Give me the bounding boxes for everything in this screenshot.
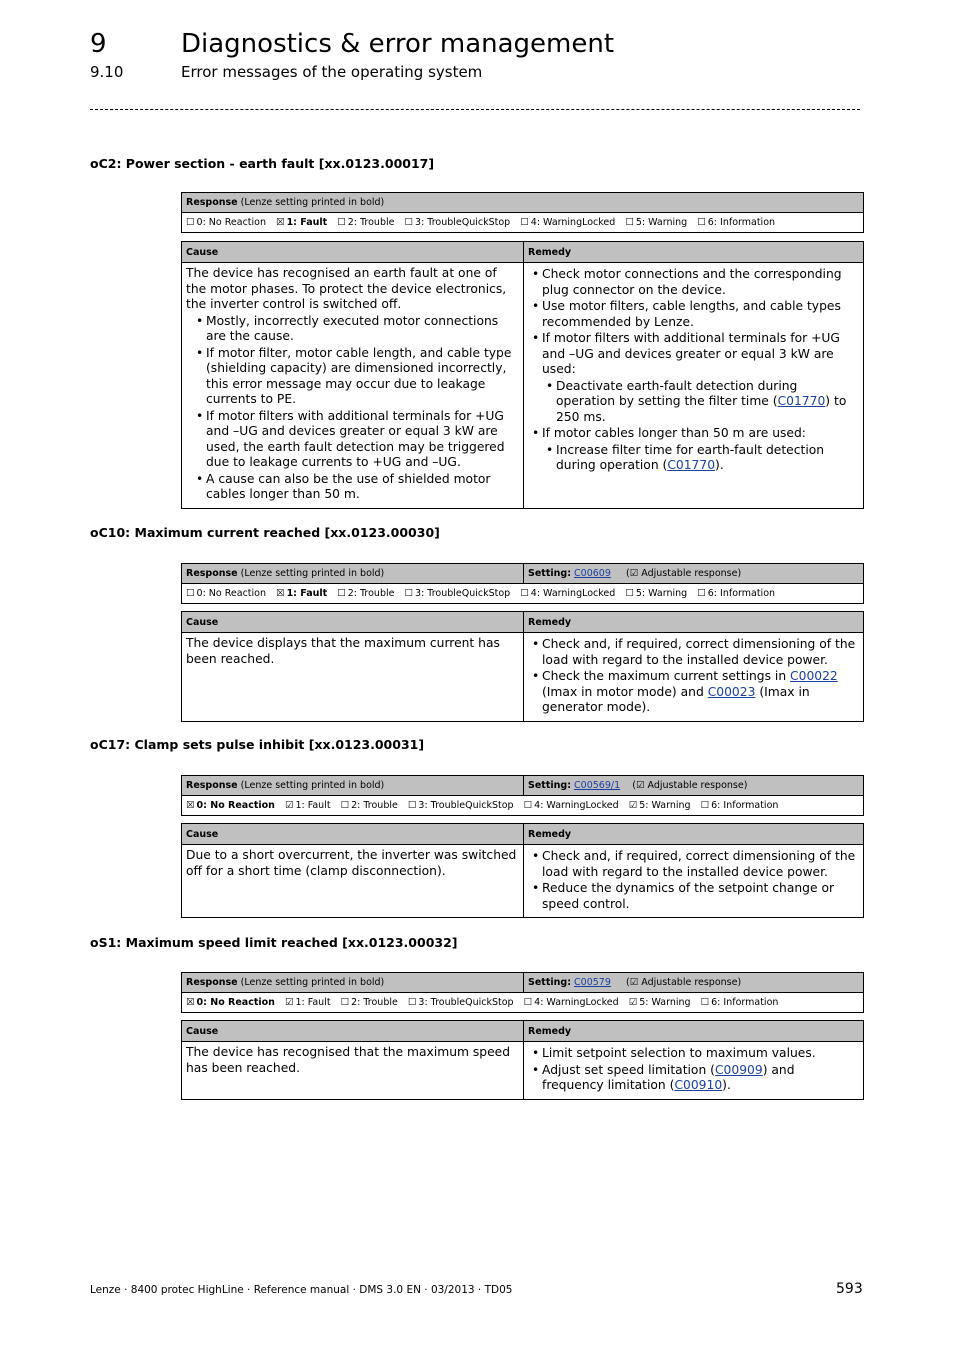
code-link-c00910[interactable]: C00910 — [674, 1078, 723, 1092]
option-4[interactable]: ☐ 4: WarningLocked — [523, 997, 619, 1008]
error-heading-os1: oS1: Maximum speed limit reached [xx.0123.00032] — [90, 935, 458, 950]
response-options — [182, 213, 864, 233]
error-heading-oc2: oC2: Power section - earth fault [xx.0123.00017] — [90, 156, 435, 171]
list-item: • Mostly, incorrectly executed motor connections are the cause. — [192, 314, 519, 345]
option-1[interactable]: ☑ 1: Fault — [284, 997, 331, 1008]
option-6[interactable]: ☐ 6: Information — [700, 800, 779, 811]
response-header: Response (Lenze setting printed in bold) — [182, 564, 524, 584]
checkbox-icon: ☐ — [404, 588, 414, 599]
checkbox-icon: ☒ — [276, 217, 285, 228]
checkbox-icon: ☐ — [520, 588, 529, 599]
checkbox-icon: ☐ — [337, 588, 346, 599]
checkbox-icon: ☐ — [186, 588, 195, 599]
list-item: • Check the maximum current settings in C00022 (Imax in motor mode) and C00023 (Imax in generator mode). — [528, 669, 859, 716]
checkbox-icon: ☑ — [629, 977, 639, 988]
remedy-header: Remedy — [524, 824, 864, 845]
section-number: 9.10 — [90, 63, 124, 81]
setting-header: Setting: C00579 (☑ Adjustable response) — [524, 973, 864, 993]
code-link-c00609[interactable]: C00609 — [574, 568, 611, 579]
cause-header: Cause — [182, 242, 524, 263]
checkbox-icon: ☐ — [700, 997, 710, 1008]
error-heading-oc10: oC10: Maximum current reached [xx.0123.00030] — [90, 525, 440, 540]
response-header: Response (Lenze setting printed in bold) — [182, 973, 524, 993]
option-5[interactable]: ☑ 5: Warning — [628, 800, 691, 811]
list-item: • Check and, if required, correct dimensioning of the load with regard to the installed device power. — [528, 637, 859, 668]
list-item: • Adjust set speed limitation (C00909) and frequency limitation (C00910). — [528, 1063, 859, 1094]
option-6[interactable]: ☐ 6: Information — [700, 997, 779, 1008]
checkbox-icon: ☐ — [404, 217, 414, 228]
option-4[interactable]: ☐ 4: WarningLocked — [523, 800, 619, 811]
list-item: • Check and, if required, correct dimensioning of the load with regard to the installed device power. — [528, 849, 859, 880]
chapter-number: 9 — [90, 29, 107, 59]
checkbox-icon: ☑ — [629, 568, 639, 579]
list-item: • Check motor connections and the corresponding plug connector on the device. — [528, 267, 859, 298]
cause-header: Cause — [182, 1021, 524, 1042]
cause-header: Cause — [182, 612, 524, 633]
code-link-c01770[interactable]: C01770 — [667, 458, 716, 472]
chapter-title: Diagnostics & error management — [181, 29, 615, 59]
cause-remedy-table-oc2 — [181, 241, 864, 509]
option-0[interactable]: ☐ 0: No Reaction — [186, 217, 266, 228]
checkbox-icon: ☐ — [340, 800, 350, 811]
option-1[interactable]: ☒ 1: Fault — [276, 217, 328, 228]
option-2[interactable]: ☐ 2: Trouble — [337, 217, 395, 228]
code-link-c00909[interactable]: C00909 — [714, 1062, 763, 1077]
list-item: • Deactivate earth-fault detection during operation by setting the filter time (C01770) to 250 ms. — [542, 379, 859, 426]
response-table-oc10 — [181, 563, 864, 604]
checkbox-icon: ☐ — [697, 588, 706, 599]
checkbox-icon: ☒ — [186, 997, 195, 1008]
option-5[interactable]: ☐ 5: Warning — [625, 217, 688, 228]
list-item: • Use motor filters, cable lengths, and cable types recommended by Lenze. — [528, 299, 859, 330]
setting-header: Setting: C00609 (☑ Adjustable response) — [524, 564, 864, 584]
list-item: • If motor cables longer than 50 m are used: • Increase filter time for earth-fault detection during operation (C01770). — [528, 426, 859, 474]
response-options — [182, 584, 864, 604]
checkbox-icon: ☑ — [635, 780, 645, 791]
option-0[interactable]: ☐ 0: No Reaction — [186, 588, 266, 599]
footer-document-info: Lenze · 8400 protec HighLine · Reference manual · DMS 3.0 EN · 03/2013 · TD05 — [90, 1284, 513, 1296]
response-table-oc17 — [181, 775, 864, 816]
option-6[interactable]: ☐ 6: Information — [697, 217, 776, 228]
list-item: • If motor filter, motor cable length, and cable type (shielding capacity) are dimensioned incorrectly, this error message may occur due to leakage currents to PE. — [192, 346, 519, 408]
option-2[interactable]: ☐ 2: Trouble — [340, 997, 398, 1008]
checkbox-icon: ☒ — [276, 588, 285, 599]
code-link-c00023[interactable]: C00023 — [707, 684, 756, 699]
checkbox-icon: ☐ — [700, 800, 710, 811]
checkbox-icon: ☐ — [625, 217, 634, 228]
option-1[interactable]: ☒ 1: Fault — [276, 588, 328, 599]
remedy-header: Remedy — [524, 1021, 864, 1042]
list-item: • If motor filters with additional terminals for +UG and –UG and devices greater or equal 3 kW are used: • Deactivate earth-fault detection during operation by setting the filter time (C01770) to 250 ms. — [528, 331, 859, 425]
error-heading-oc17: oC17: Clamp sets pulse inhibit [xx.0123.00031] — [90, 737, 425, 752]
option-2[interactable]: ☐ 2: Trouble — [340, 800, 398, 811]
cause-cell — [182, 263, 524, 509]
cause-cell: The device displays that the maximum current has been reached. — [182, 633, 524, 722]
remedy-header: Remedy — [524, 242, 864, 263]
checkbox-icon: ☐ — [520, 217, 529, 228]
checkbox-icon: ☑ — [284, 997, 294, 1008]
option-4[interactable]: ☐ 4: WarningLocked — [520, 588, 616, 599]
option-0[interactable]: ☒ 0: No Reaction — [186, 800, 275, 811]
option-5[interactable]: ☑ 5: Warning — [628, 997, 691, 1008]
remedy-cell — [524, 1042, 864, 1100]
remedy-cell — [524, 845, 864, 918]
cause-text: The device has recognised an earth fault at one of the motor phases. To protect the device electronics, the inverter control is switched off. — [186, 266, 507, 311]
checkbox-icon: ☐ — [697, 217, 706, 228]
option-3[interactable]: ☐ 3: TroubleQuickStop — [404, 217, 511, 228]
option-4[interactable]: ☐ 4: WarningLocked — [520, 217, 616, 228]
cause-cell: The device has recognised that the maximum speed has been reached. — [182, 1042, 524, 1100]
checkbox-icon: ☑ — [628, 997, 638, 1008]
code-link-c00569-1[interactable]: C00569/1 — [574, 780, 621, 791]
option-3[interactable]: ☐ 3: TroubleQuickStop — [407, 997, 514, 1008]
option-2[interactable]: ☐ 2: Trouble — [337, 588, 395, 599]
code-link-c00022[interactable]: C00022 — [790, 669, 838, 683]
response-options — [182, 796, 864, 816]
setting-header: Setting: C00569/1 (☑ Adjustable response) — [524, 776, 864, 796]
cause-remedy-table-os1 — [181, 1020, 864, 1100]
checkbox-icon: ☐ — [407, 800, 417, 811]
remedy-header: Remedy — [524, 612, 864, 633]
option-6[interactable]: ☐ 6: Information — [697, 588, 776, 599]
checkbox-icon: ☐ — [625, 588, 634, 599]
checkbox-icon: ☐ — [523, 800, 533, 811]
remedy-cell — [524, 633, 864, 722]
cause-remedy-table-oc10 — [181, 611, 864, 722]
code-link-c01770[interactable]: C01770 — [777, 394, 826, 408]
list-item: • Reduce the dynamics of the setpoint change or speed control. — [528, 881, 859, 912]
cause-remedy-table-oc17 — [181, 823, 864, 918]
checkbox-icon: ☐ — [523, 997, 533, 1008]
code-link-c00579[interactable]: C00579 — [574, 977, 611, 988]
response-header: Response (Lenze setting printed in bold) — [182, 193, 864, 213]
checkbox-icon: ☑ — [628, 800, 638, 811]
list-item: • Increase filter time for earth-fault detection during operation (C01770). — [542, 443, 859, 474]
checkbox-icon: ☐ — [407, 997, 417, 1008]
response-table-oc2 — [181, 192, 864, 233]
checkbox-icon: ☑ — [284, 800, 294, 811]
section-title: Error messages of the operating system — [181, 63, 483, 81]
cause-cell: Due to a short overcurrent, the inverter was switched off for a short time (clamp disconnection). — [182, 845, 524, 918]
response-table-os1 — [181, 972, 864, 1013]
list-item: • A cause can also be the use of shielded motor cables longer than 50 m. — [192, 472, 519, 503]
checkbox-icon: ☒ — [186, 800, 195, 811]
list-item: • If motor filters with additional terminals for +UG and –UG and devices greater or equal 3 kW are used, the earth fault detection may be triggered due to leakage currents to +UG and –UG. — [192, 409, 519, 471]
checkbox-icon: ☐ — [340, 997, 350, 1008]
checkbox-icon: ☐ — [337, 217, 346, 228]
cause-header: Cause — [182, 824, 524, 845]
response-header: Response (Lenze setting printed in bold) — [182, 776, 524, 796]
list-item: • Limit setpoint selection to maximum values. — [528, 1046, 859, 1062]
page-number: 593 — [836, 1281, 863, 1297]
option-5[interactable]: ☐ 5: Warning — [625, 588, 688, 599]
option-1[interactable]: ☑ 1: Fault — [284, 800, 331, 811]
response-options — [182, 993, 864, 1013]
header-divider — [90, 109, 860, 110]
option-3[interactable]: ☐ 3: TroubleQuickStop — [407, 800, 514, 811]
remedy-cell — [524, 263, 864, 509]
option-3[interactable]: ☐ 3: TroubleQuickStop — [404, 588, 511, 599]
option-0[interactable]: ☒ 0: No Reaction — [186, 997, 275, 1008]
checkbox-icon: ☐ — [186, 217, 195, 228]
